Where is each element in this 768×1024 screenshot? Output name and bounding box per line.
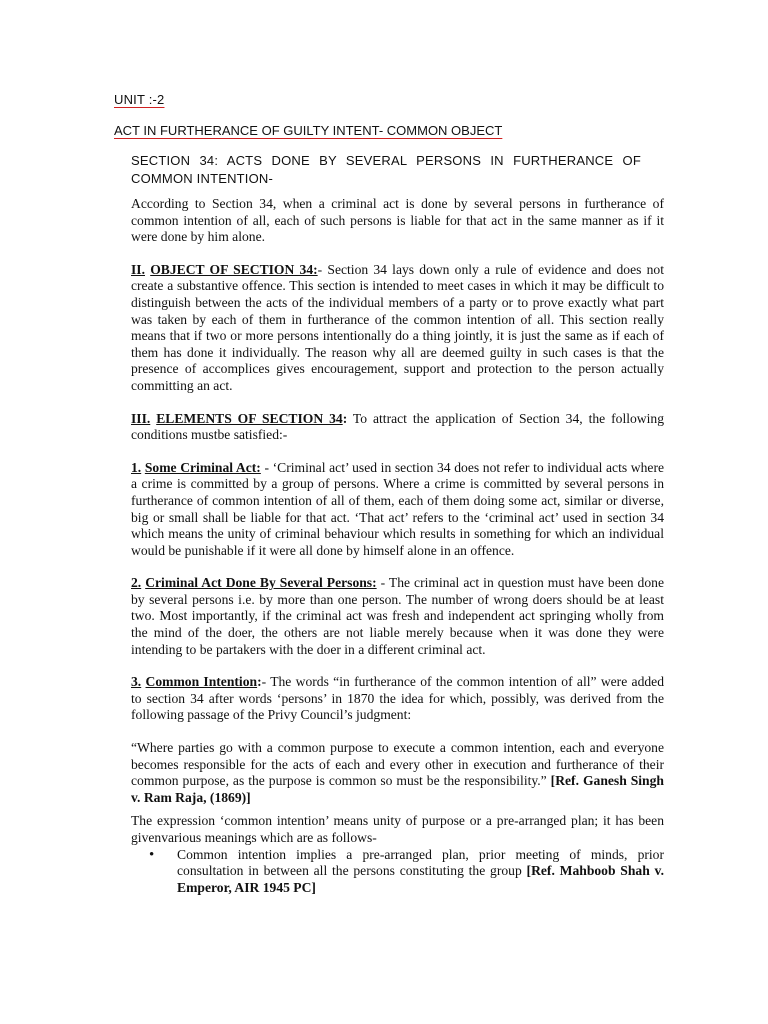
quote-reference: [Ref. Ganesh Singh v. Ram Raja, (1869)] [131,773,664,805]
privy-council-quote [131,740,664,806]
element-2-number: 2. [131,575,142,591]
element-3-heading: Common Intention [145,674,258,690]
elements-number: III. [131,410,151,426]
expression-paragraph: The expression ‘common intention’ means unity of purpose or a pre-arranged plan; it has been givenvarious meanings which are as follows- [131,813,664,845]
element-1-number: 1. [131,459,142,475]
element-3-paragraph [131,674,664,724]
elements-heading: ELEMENTS OF SECTION 34 [156,410,343,426]
bullet-text: Common intention implies a pre-arranged plan, prior meeting of minds, prior consultation in between all the persons constituting the group [177,846,664,879]
intro-paragraph: According to Section 34, when a criminal act is done by several persons in furtherance of common intention of all, each of such persons is liable for that act in the same manner as if it were done by him alone. [131,196,664,245]
elements-paragraph [131,411,664,444]
document-body [131,196,664,896]
object-heading: OBJECT OF SECTION 34: [150,261,318,277]
quote-text: “Where parties go with a common purpose to execute a common intention, each and everyone becomes responsible for the acts of each and every other in execution and furtherance of their common purpose, as the purpose is common so must be the responsibility.” [131,740,664,789]
section-heading: SECTION 34: ACTS DONE BY SEVERAL PERSONS IN FURTHERANCE OF COMMON INTENTION- [131,153,641,186]
element-1-paragraph [131,460,664,560]
object-text: - Section 34 lays down only a rule of evidence and does not create a substantive offence. This section is intended to meet cases in which it may be difficult to distinguish between the acts of the individual members of a party or to prove exactly what part was taken by each of them in furtherance of the common intention of all. This section really means that if two or more persons intentionally do a thing jointly, it is just the same as if each of them has done it individually. The reason why all are deemed guilty in such cases is that the presence of accomplices gives encouragement, support and protection to the person actually committing an act. [131,261,664,393]
element-3-text: - The words “in furtherance of the common intention of all” were added to section 34 after words ‘persons’ in 1870 the idea for which, possibly, was derived from the following passage of the Privy Council’s judgment: [131,674,665,723]
element-2-text: - The criminal act in question must have been done by several persons i.e. by more than one person. The number of wrong doers should be at least two. Most importantly, if the criminal act was fresh and independent act springing wholly from the mind of the doer, the others are not liable merely because when it was done they were intending to be partakers with the doer in a different criminal act. [131,575,664,657]
object-paragraph [131,262,664,395]
element-3-number: 3. [131,674,142,690]
element-2-paragraph [131,575,664,658]
element-1-text: - ‘Criminal act’ used in section 34 does not refer to individual acts where a crime is committed by a group of persons. Where a crime is committed by several persons in furtherance of common intention of all of them, each of them doing some act, similar or diverse, big or small shall be liable for that act. ‘That act’ refers to the ‘criminal act’ used in section 34 which means the unity of criminal behaviour which results in something for which an individual would be punishable if it were all done by himself alone in an offence. [131,459,664,558]
unit-label: UNIT :-2 [114,92,165,107]
element-1-heading: Some Criminal Act: [144,459,261,475]
object-number: II. [131,261,145,277]
main-heading: ACT IN FURTHERANCE OF GUILTY INTENT- COMMON OBJECT [114,123,503,138]
elements-colon: : [342,410,348,426]
element-3-colon: : [257,674,262,690]
meanings-list [131,847,664,897]
list-item [177,847,664,897]
elements-text: To attract the application of Section 34, the following conditions mustbe satisfied:- [131,410,664,443]
bullet-reference: [Ref. Mahboob Shah v. Emperor, AIR 1945 PC] [177,863,665,895]
element-2-heading: Criminal Act Done By Several Persons: [145,575,377,591]
